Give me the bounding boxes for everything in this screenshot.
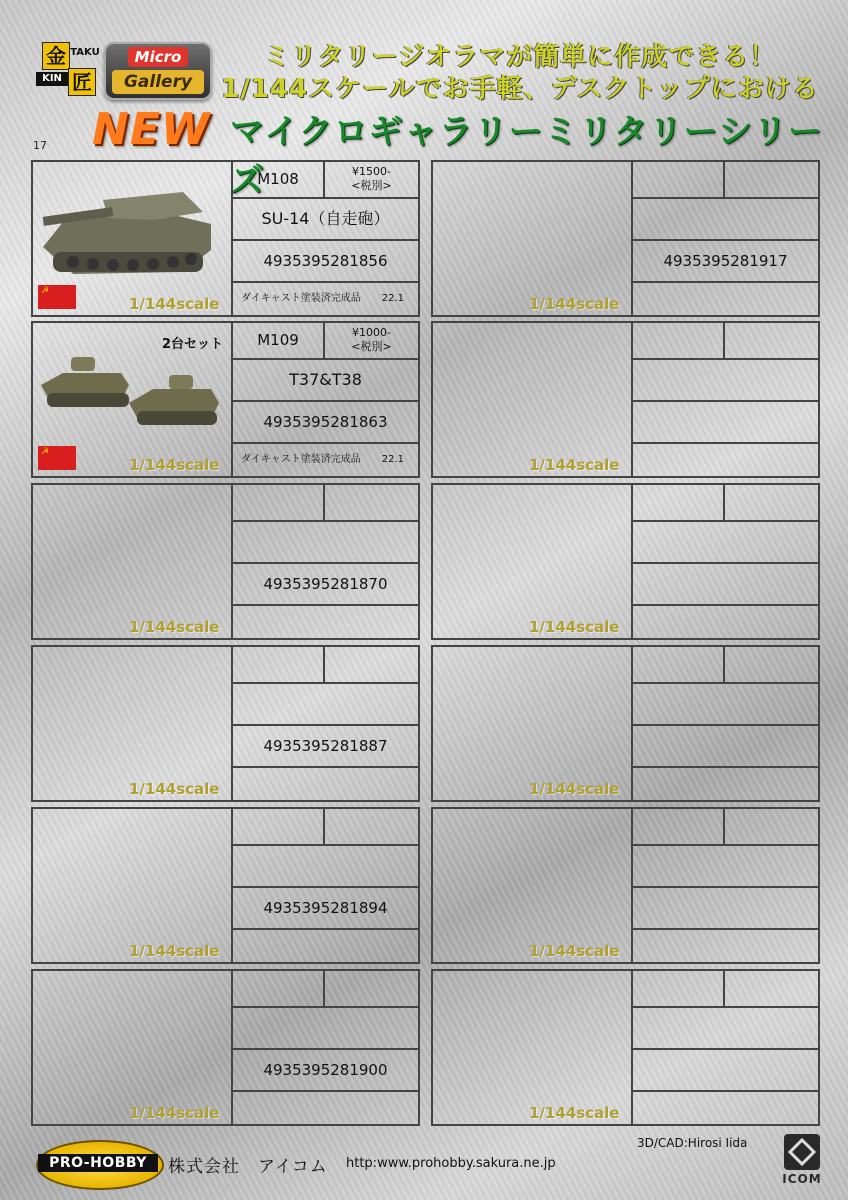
- jan-code: [633, 564, 818, 606]
- product-info-table: [633, 485, 818, 638]
- product-name: [633, 684, 818, 726]
- scale-label: 1/144scale: [129, 1104, 220, 1122]
- taku-label: TAKU: [70, 47, 100, 58]
- product-code: [633, 971, 725, 1006]
- tax-note: <税別>: [351, 340, 392, 353]
- scale-label: 1/144scale: [529, 780, 620, 798]
- product-code: M108: [233, 162, 325, 197]
- jan-code: 4935395281917: [633, 241, 818, 283]
- product-info-table: [233, 971, 418, 1124]
- product-note-row: [633, 444, 818, 476]
- scale-label: 1/144scale: [129, 942, 220, 960]
- headline-line-2: 1/144スケールでお手軽、デスクトップにおける: [221, 74, 819, 104]
- product-card: [431, 969, 820, 1126]
- product-card: [431, 645, 820, 802]
- product-name: [633, 360, 818, 402]
- product-image: [33, 162, 233, 315]
- product-image: [33, 971, 233, 1124]
- product-name: [233, 846, 418, 888]
- series-title: マイクロギャラリーミリタリーシリーズ: [230, 112, 823, 201]
- product-info-table: [233, 485, 418, 638]
- product-price: ¥1500-: [352, 165, 391, 178]
- icom-logo: [780, 1134, 824, 1186]
- scale-label: 1/144scale: [529, 618, 620, 636]
- jan-code: 4935395281894: [233, 888, 418, 930]
- cad-credit: 3D/CAD:Hirosi Iida: [637, 1136, 748, 1150]
- icom-logo-text: ICOM: [782, 1172, 822, 1186]
- jan-code: 4935395281900: [233, 1050, 418, 1092]
- product-note-row: [233, 930, 418, 962]
- jan-code: 4935395281856: [233, 241, 418, 283]
- product-image: [33, 485, 233, 638]
- website-url: http:www.prohobby.sakura.ne.jp: [346, 1156, 556, 1171]
- product-info-table: [233, 162, 418, 315]
- product-code: M109: [233, 323, 325, 358]
- jan-code: 4935395281887: [233, 726, 418, 768]
- product-note: ダイキャスト塗装済完成品: [241, 293, 361, 304]
- product-code: [233, 647, 325, 682]
- product-image: [433, 647, 633, 800]
- jan-code: [633, 1050, 818, 1092]
- scale-label: 1/144scale: [129, 456, 220, 474]
- ussr-flag: [38, 446, 76, 470]
- product-code: [233, 809, 325, 844]
- product-info-table: [233, 647, 418, 800]
- product-card: [31, 321, 420, 478]
- prohobby-logo: [36, 1140, 164, 1190]
- prohobby-logo-text: PRO-HOBBY: [38, 1154, 158, 1172]
- product-name: [633, 1008, 818, 1050]
- new-tag: NEW: [92, 104, 211, 155]
- product-note-row: [233, 1092, 418, 1124]
- product-code: [233, 485, 325, 520]
- micro-gallery-logo: [104, 42, 212, 100]
- product-note-row: [233, 283, 418, 315]
- product-code: [633, 162, 725, 197]
- product-code: [633, 647, 725, 682]
- headline-line-1: ミリタリージオラマが簡単に作成できる！: [263, 42, 777, 72]
- product-price: ¥1000-: [352, 326, 391, 339]
- product-image: [433, 485, 633, 638]
- product-name: [233, 684, 418, 726]
- version: 22.1: [381, 454, 404, 465]
- product-card: [31, 645, 420, 802]
- takumi-kanji: 匠: [68, 68, 96, 96]
- product-name: [633, 522, 818, 564]
- product-card: [31, 160, 420, 317]
- product-note-row: [633, 1092, 818, 1124]
- product-name: [233, 1008, 418, 1050]
- jan-code: [633, 726, 818, 768]
- kintaku-logo: [36, 40, 98, 96]
- product-name: T37&T38: [233, 360, 418, 402]
- product-image: [33, 809, 233, 962]
- product-card: [431, 160, 820, 317]
- scale-label: 1/144scale: [129, 295, 220, 313]
- scale-label: 1/144scale: [529, 295, 620, 313]
- product-card: [31, 807, 420, 964]
- scale-label: 1/144scale: [529, 942, 620, 960]
- set-label: 2台セット: [161, 337, 223, 352]
- product-card: [31, 483, 420, 640]
- scale-label: 1/144scale: [129, 780, 220, 798]
- kin-kanji: 金: [42, 42, 70, 70]
- scale-label: 1/144scale: [129, 618, 220, 636]
- product-info-table: [633, 809, 818, 962]
- product-info-table: [633, 162, 818, 315]
- product-name: [633, 846, 818, 888]
- product-note-row: [633, 930, 818, 962]
- product-card: [431, 807, 820, 964]
- ussr-flag: [38, 285, 76, 309]
- micro-label: Micro: [128, 47, 188, 67]
- product-name: SU-14（自走砲）: [233, 199, 418, 241]
- tax-note: <税別>: [351, 179, 392, 192]
- product-card: [431, 321, 820, 478]
- product-code: [633, 323, 725, 358]
- version: 22.1: [381, 293, 404, 304]
- jan-code: 4935395281863: [233, 402, 418, 444]
- gallery-label: Gallery: [112, 70, 204, 94]
- scale-label: 1/144scale: [529, 456, 620, 474]
- product-note-row: [233, 444, 418, 476]
- page-number: 17: [33, 139, 47, 152]
- product-image: [433, 323, 633, 476]
- product-image: [433, 162, 633, 315]
- product-info-table: [233, 809, 418, 962]
- product-image: [33, 647, 233, 800]
- product-info-table: [233, 323, 418, 476]
- jan-code: 4935395281870: [233, 564, 418, 606]
- product-code: [633, 485, 725, 520]
- product-info-table: [633, 971, 818, 1124]
- product-image: [433, 971, 633, 1124]
- product-code: [233, 971, 325, 1006]
- icom-mark-icon: [784, 1134, 820, 1170]
- company-name: 株式会社 アイコム: [168, 1157, 328, 1177]
- jan-code: [633, 402, 818, 444]
- jan-code: [633, 888, 818, 930]
- kin-label: KIN: [36, 72, 68, 86]
- product-note-row: [633, 283, 818, 315]
- product-note-row: [633, 768, 818, 800]
- product-card: [31, 969, 420, 1126]
- product-note: ダイキャスト塗装済完成品: [241, 454, 361, 465]
- product-note-row: [633, 606, 818, 638]
- scale-label: 1/144scale: [529, 1104, 620, 1122]
- product-name: [633, 199, 818, 241]
- product-card: [431, 483, 820, 640]
- product-info-table: [633, 323, 818, 476]
- product-note-row: [233, 768, 418, 800]
- product-note-row: [233, 606, 418, 638]
- product-image: [433, 809, 633, 962]
- product-name: [233, 522, 418, 564]
- product-image: [33, 323, 233, 476]
- product-info-table: [633, 647, 818, 800]
- product-code: [633, 809, 725, 844]
